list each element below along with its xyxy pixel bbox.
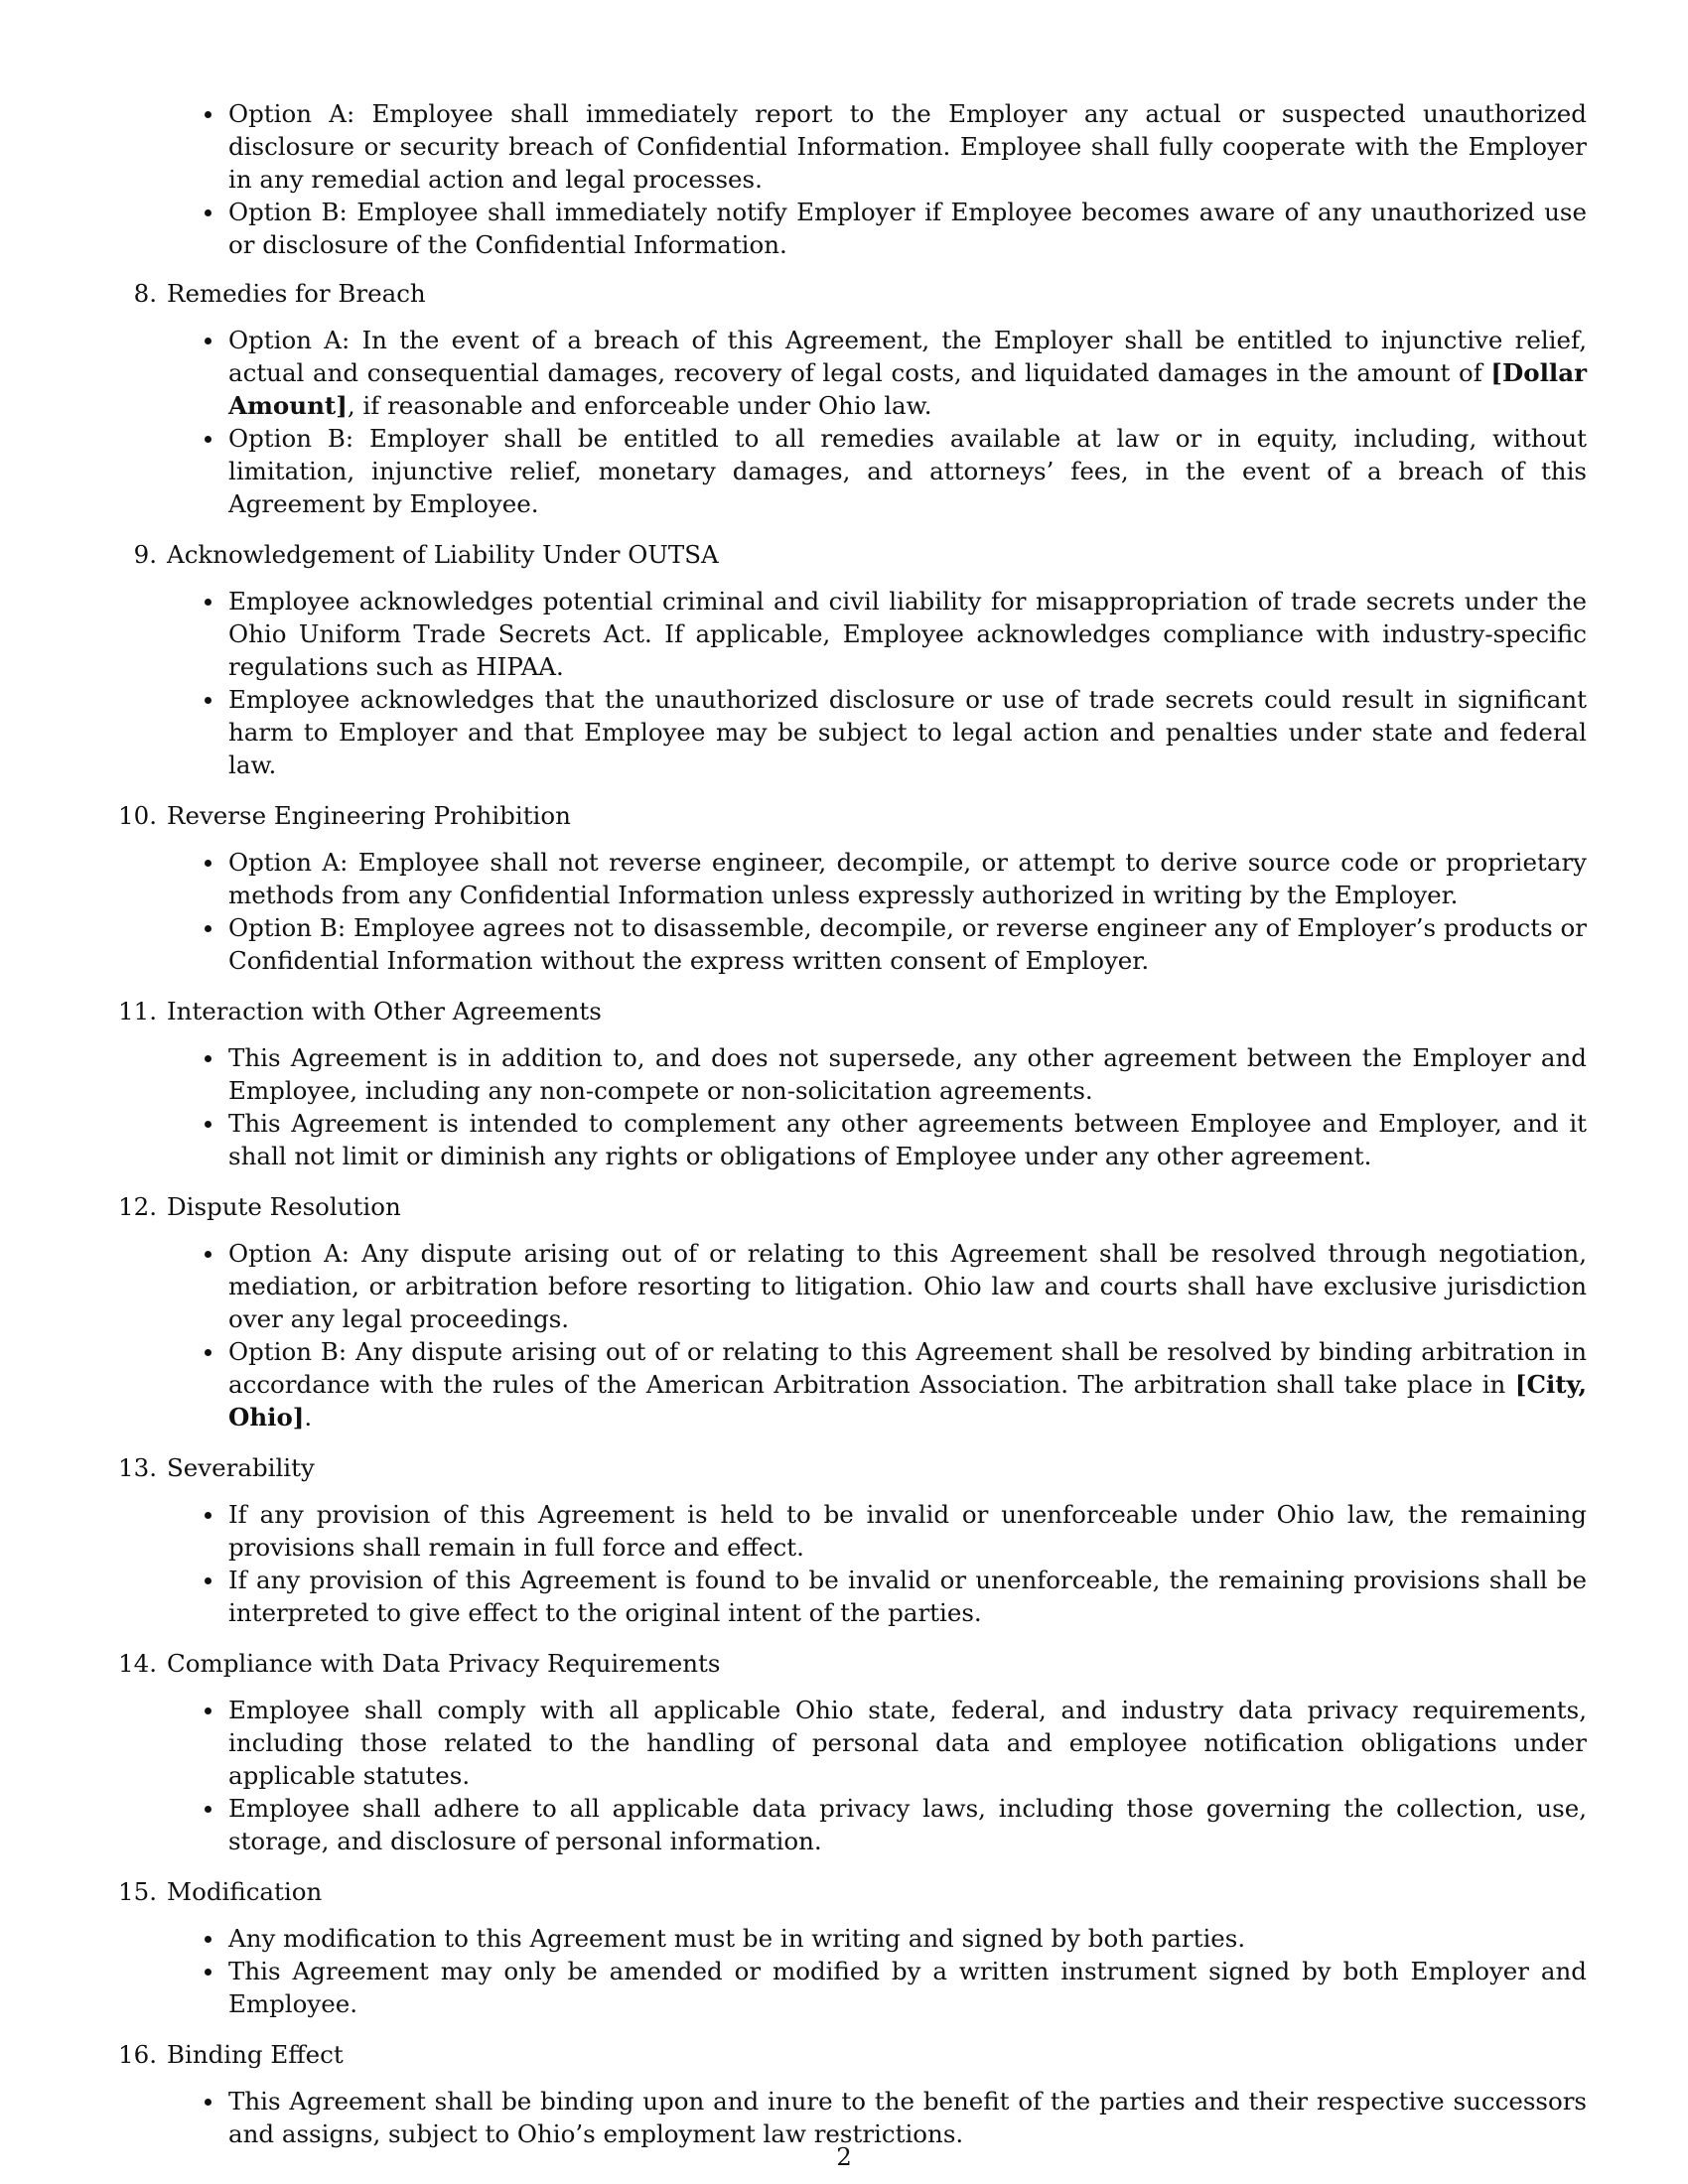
bullet-item — [167, 1564, 1587, 1629]
bullet-text: Option B: Any dispute arising out of or relating to this Agreement shall be resolved by binding arbitration in accordance with the rules of the American Arbitration Association. The arbitration shall take place in — [228, 1337, 1587, 1399]
bullet-item — [167, 1041, 1587, 1107]
section-title: Acknowledgement of Liability Under OUTSA — [167, 540, 719, 569]
section-number: 8. — [133, 279, 157, 308]
placeholder-bold: [City, Ohio] — [228, 1370, 1587, 1432]
bullet-text: Employee acknowledges that the unauthorized disclosure or use of trade secrets could result in significant harm to Employer and that Employee may be subject to legal action and penalties under state and federal law. — [228, 685, 1587, 779]
section-title: Binding Effect — [167, 2040, 344, 2069]
bullet-text: Option A: Employee shall not reverse engineer, decompile, or attempt to derive source code or proprietary methods from any Confidential Information unless expressly authorized in writing by the Employer. — [228, 848, 1587, 909]
bullet-item — [167, 846, 1587, 911]
bullet-text: Any modification to this Agreement must be in writing and signed by both parties. — [228, 1924, 1246, 1953]
section-heading — [133, 277, 1587, 310]
bullet-text: Option A: Any dispute arising out of or relating to this Agreement shall be resolved through negotiation, mediation, or arbitration before resorting to litigation. Ohio law and courts shall have exclusive jurisdiction over any legal proceedings. — [228, 1239, 1587, 1333]
bullet-item — [167, 1237, 1587, 1335]
bullet-item — [167, 1922, 1587, 1955]
section-heading — [118, 1875, 1587, 1908]
section — [118, 1451, 1587, 1629]
section-heading — [118, 1647, 1587, 1680]
bullet-text: Option A: In the event of a breach of this Agreement, the Employer shall be entitled to injunctive relief, actual and consequential damages, recovery of legal costs, and liquidated damages in the amount of — [228, 326, 1587, 387]
bullet-text-tail: . — [304, 1403, 313, 1432]
bullet-item — [167, 1335, 1587, 1433]
bullet-item — [167, 1955, 1587, 2020]
bullet-text: Employee shall comply with all applicable Ohio state, federal, and industry data privacy requirements, including those related to the handling of personal data and employee notification obligations under applicable statutes. — [228, 1696, 1587, 1790]
section-number: 16. — [118, 2040, 157, 2069]
section-heading — [118, 995, 1587, 1027]
section-title: Reverse Engineering Prohibition — [167, 801, 571, 830]
section-number: 13. — [118, 1453, 157, 1482]
section-number: 10. — [118, 801, 157, 830]
bullet-item — [167, 2085, 1587, 2150]
bullet-item — [167, 1107, 1587, 1172]
bullet-item — [167, 422, 1587, 520]
bullet-text: This Agreement may only be amended or modified by a written instrument signed by both Employer and Employee. — [228, 1957, 1587, 2018]
section-number: 11. — [118, 997, 157, 1025]
document-page — [118, 97, 1587, 2168]
bullet-item — [167, 911, 1587, 977]
bullet-item — [167, 324, 1587, 422]
section-title: Modification — [167, 1877, 323, 1906]
bullet-text: If any provision of this Agreement is held to be invalid or unenforceable under Ohio law, the remaining provisions shall remain in full force and effect. — [228, 1500, 1587, 1562]
section-heading — [118, 1451, 1587, 1484]
section — [133, 277, 1587, 520]
bullet-item — [167, 1498, 1587, 1564]
section-heading — [118, 2038, 1587, 2071]
bullet-item — [167, 585, 1587, 683]
section — [118, 1875, 1587, 2020]
section-title: Severability — [167, 1453, 315, 1482]
section — [133, 538, 1587, 781]
bullet-text: This Agreement shall be binding upon and inure to the benefit of the parties and their respective successors and assigns, subject to Ohio’s employment law restrictions. — [228, 2087, 1587, 2148]
section-title: Interaction with Other Agreements — [167, 997, 602, 1025]
bullet-text: Employee shall adhere to all applicable data privacy laws, including those governing the collection, use, storage, and disclosure of personal information. — [228, 1794, 1587, 1855]
section — [118, 2038, 1587, 2150]
bullet-item — [167, 1792, 1587, 1857]
continued-bullet-list — [167, 97, 1587, 261]
bullet-text: If any provision of this Agreement is found to be invalid or unenforceable, the remaining provisions shall be interpreted to give effect to the original intent of the parties. — [228, 1566, 1587, 1627]
page-number: 2 — [836, 2142, 852, 2171]
bullet-text: Option B: Employer shall be entitled to all remedies available at law or in equity, including, without limitation, injunctive relief, monetary damages, and attorneys’ fees, in the event of a breach of this Agreement by Employee. — [228, 424, 1587, 518]
section-number: 15. — [118, 1877, 157, 1906]
bullet-text: Employee acknowledges potential criminal and civil liability for misappropriation of trade secrets under the Ohio Uniform Trade Secrets Act. If applicable, Employee acknowledges compliance with industry-specific regulations such as HIPAA. — [228, 587, 1587, 681]
section-number: 9. — [133, 540, 157, 569]
bullet-text: This Agreement is in addition to, and does not supersede, any other agreement between the Employer and Employee, including any non-compete or non-solicitation agreements. — [228, 1043, 1587, 1105]
bullet-text: This Agreement is intended to complement any other agreements between Employee and Employer, and it shall not limit or diminish any rights or obligations of Employee under any other agreement. — [228, 1109, 1587, 1170]
section — [118, 1190, 1587, 1433]
section — [118, 995, 1587, 1172]
placeholder-bold: [Dollar Amount] — [228, 358, 1587, 420]
section — [118, 799, 1587, 977]
sections-list — [118, 277, 1587, 2150]
bullet-text-tail: , if reasonable and enforceable under Ohio law. — [347, 391, 932, 420]
section — [118, 1647, 1587, 1857]
section-heading — [133, 538, 1587, 571]
bullet-text: Option B: Employee agrees not to disassemble, decompile, or reverse engineer any of Employer’s products or Confidential Information without the express written consent of Employer. — [228, 913, 1587, 975]
bullet-item: Option A: Employee shall immediately report to the Employer any actual or suspected unauthorized disclosure or security breach of Confidential Information. Employee shall fully cooperate with the Employer in any remedial action and legal processes. — [167, 97, 1587, 196]
section-title: Compliance with Data Privacy Requirements — [167, 1649, 721, 1678]
bullet-item: Option B: Employee shall immediately notify Employer if Employee becomes aware of any unauthorized use or disclosure of the Confidential Information. — [167, 196, 1587, 261]
section-number: 14. — [118, 1649, 157, 1678]
section-title: Remedies for Breach — [167, 279, 426, 308]
section-title: Dispute Resolution — [167, 1192, 401, 1221]
section-heading — [118, 799, 1587, 832]
section-number: 12. — [118, 1192, 157, 1221]
section-heading — [118, 1190, 1587, 1223]
bullet-item — [167, 683, 1587, 781]
bullet-item — [167, 1694, 1587, 1792]
